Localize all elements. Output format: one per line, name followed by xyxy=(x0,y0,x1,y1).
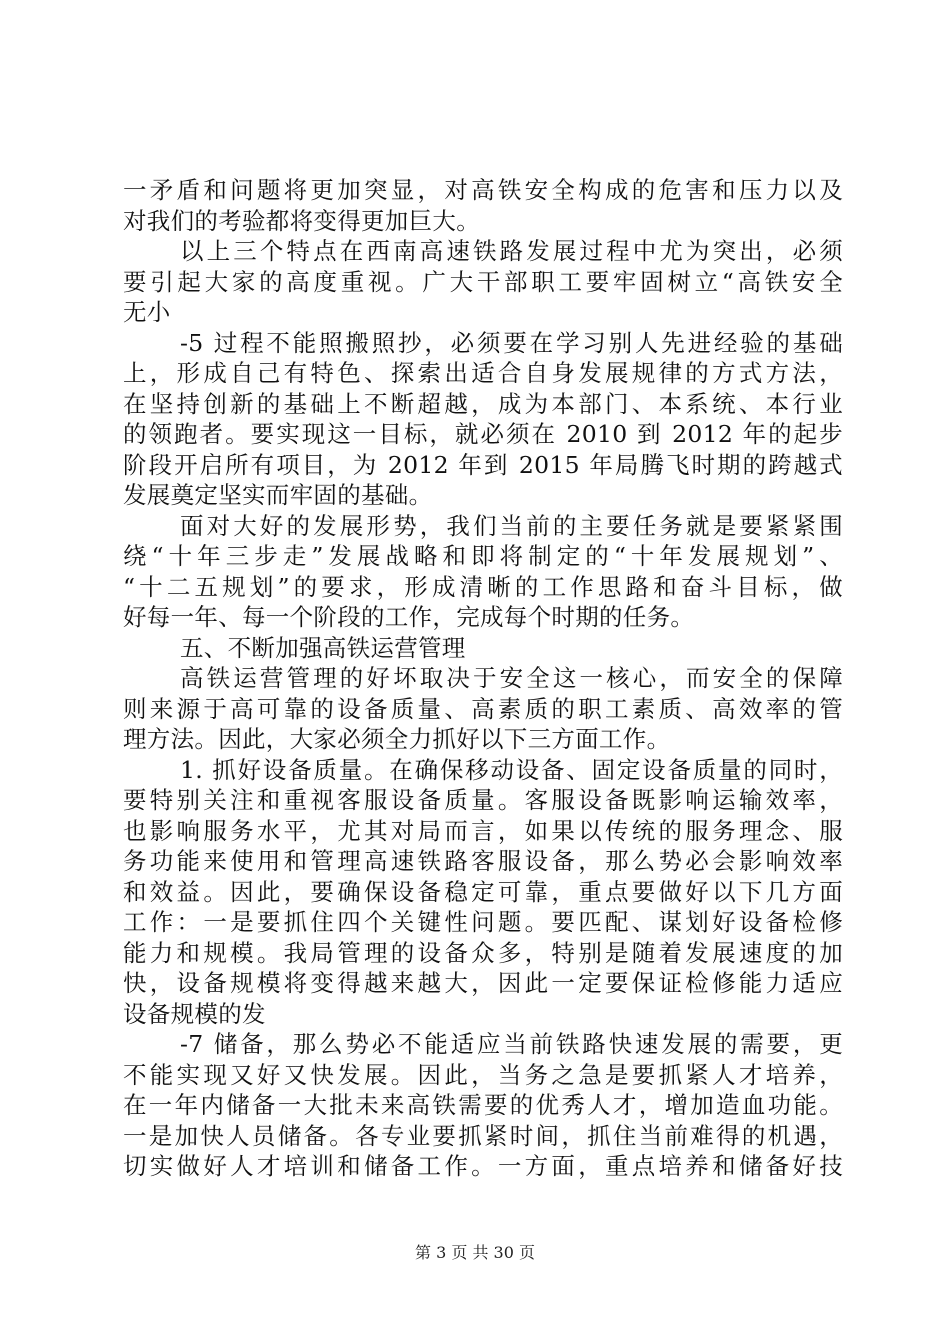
text-line: “十二五规划”的要求，形成清晰的工作思路和奋斗目标，做 xyxy=(123,572,843,601)
text-line: 发展奠定坚实而牢固的基础。 xyxy=(123,481,433,509)
text-line: 的领跑者。要实现这一目标，就必须在 2010 到 2012 年的起步 xyxy=(123,420,843,448)
text-line: 好每一年、每一个阶段的工作，完成每个时期的任务。 xyxy=(123,603,695,631)
text-line: 切实做好人才培训和储备工作。一方面，重点培养和储备好技 xyxy=(123,1152,843,1180)
text-line: 也影响服务水平，尤其对局而言，如果以传统的服务理念、服 xyxy=(123,816,843,845)
text-line: 务功能来使用和管理高速铁路客服设备，那么势必会影响效率 xyxy=(123,847,843,875)
text-line: 一矛盾和问题将更加突显，对高铁安全构成的危害和压力以及 xyxy=(123,176,843,204)
text-line: 无小 xyxy=(123,298,171,326)
paragraph-first-line: 高铁运营管理的好坏取决于安全这一核心，而安全的保障 xyxy=(180,664,843,692)
text-line: 能力和规模。我局管理的设备众多，特别是随着发展速度的加 xyxy=(123,938,843,967)
text-line: 阶段开启所有项目，为 2012 年到 2015 年局腾飞时期的跨越式 xyxy=(123,450,843,479)
paragraph-first-line: 以上三个特点在西南高速铁路发展过程中尤为突出，必须 xyxy=(180,237,843,265)
text-line: 设备规模的发 xyxy=(123,999,266,1028)
text-line: 上，形成自己有特色、探索出适合自身发展规律的方式方法， xyxy=(123,359,843,387)
text-line: 快，设备规模将变得越来越大，因此一定要保证检修能力适应 xyxy=(123,969,843,997)
text-line: 不能实现又好又快发展。因此，当务之急是要抓紧人才培养， xyxy=(123,1060,843,1089)
text-line: 要特别关注和重视客服设备质量。客服设备既影响运输效率， xyxy=(123,786,843,814)
text-line: 理方法。因此，大家必须全力抓好以下三方面工作。 xyxy=(123,725,671,753)
text-line: 一是加快人员储备。各专业要抓紧时间，抓住当前难得的机遇， xyxy=(123,1121,843,1150)
text-line: 在一年内储备一大批未来高铁需要的优秀人才，增加造血功能。 xyxy=(123,1091,843,1119)
text-line: 则来源于高可靠的设备质量、高素质的职工素质、高效率的管 xyxy=(123,694,843,723)
text-line: 对我们的考验都将变得更加巨大。 xyxy=(123,206,480,235)
page-fragment-marker-line: -5 过程不能照搬照抄，必须要在学习别人先进经验的基础 xyxy=(180,328,843,357)
page-number-footer: 第 3 页 共 30 页 xyxy=(415,1243,535,1262)
section-heading: 五、不断加强高铁运营管理 xyxy=(180,633,466,662)
text-line: 工作：一是要抓住四个关键性问题。要匹配、谋划好设备检修 xyxy=(123,908,843,936)
page-fragment-marker-line: -7 储备，那么势必不能适应当前铁路快速发展的需要，更 xyxy=(180,1030,843,1058)
text-line: 和效益。因此，要确保设备稳定可靠，重点要做好以下几方面 xyxy=(123,877,843,906)
text-line: 在坚持创新的基础上不断超越，成为本部门、本系统、本行业 xyxy=(123,389,843,418)
paragraph-first-line: 面对大好的发展形势，我们当前的主要任务就是要紧紧围 xyxy=(180,511,843,540)
text-line: 要引起大家的高度重视。广大干部职工要牢固树立“高铁安全 xyxy=(123,267,843,296)
text-line: 绕“十年三步走”发展战略和即将制定的“十年发展规划”、 xyxy=(123,542,843,570)
paragraph-first-line: 1. 抓好设备质量。在确保移动设备、固定设备质量的同时， xyxy=(180,755,843,784)
body-text xyxy=(123,175,843,1182)
